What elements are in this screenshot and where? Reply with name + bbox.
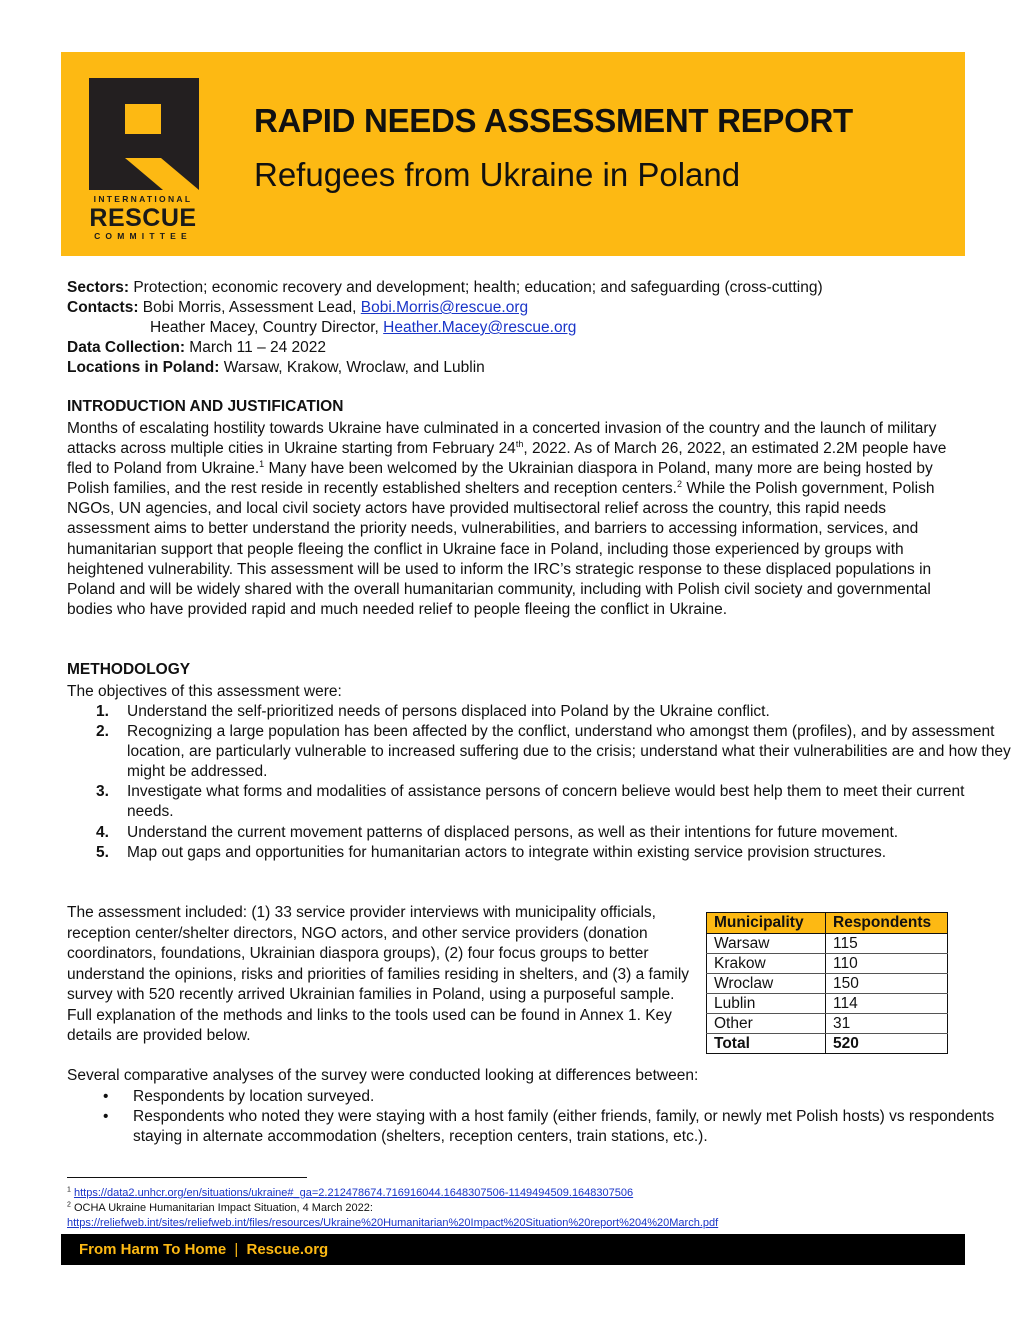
report-meta xyxy=(67,278,967,378)
footnote-1-link[interactable]: https://data2.unhcr.org/en/situations/ukraine#_ga=2.212478674.716916044.1648307506-1149494509.1648307506 xyxy=(73,1187,634,1199)
municipality-cell: Krakow xyxy=(707,954,826,974)
footnote-1 xyxy=(67,1186,947,1201)
assessment-description: The assessment included: (1) 33 service provider interviews with municipality officials, reception center/shelter directors, NGO actors, and other service providers (donation coordinators, foundations, Ukrainian diaspora groups), (2) four focus groups to better understand the opinions, risks and priorities of families residing in shelters, and (3) a family survey with 520 recently arrived Ukrainian families in Poland, using a purposeful sample. Full explanation of the methods and links to the tools used can be found in Annex 1. Key details are provided below. xyxy=(67,904,690,1044)
logo-rescue: RESCUE xyxy=(89,204,197,232)
methodology-intro: The objectives of this assessment were: xyxy=(67,683,342,700)
footnote-2-number: 2 xyxy=(67,1201,71,1209)
footnote-1-number: 1 xyxy=(67,1186,71,1194)
locations-label: Locations in Poland: xyxy=(67,359,220,376)
contact1-email-link[interactable]: Bobi.Morris@rescue.org xyxy=(360,299,529,316)
intro-text-2: , 2022. As of March 26, 2022, an estimated 2.2M people have fled to Poland from Ukraine. xyxy=(67,440,947,478)
respondents-cell: 114 xyxy=(826,994,948,1014)
locations-row xyxy=(67,358,967,378)
municipality-header: Municipality xyxy=(707,913,826,934)
data-collection-row xyxy=(67,338,967,358)
logo-committee: COMMITTEE xyxy=(94,231,192,241)
table-header-row xyxy=(707,913,948,934)
report-title: RAPID NEEDS ASSESSMENT REPORT xyxy=(254,102,853,139)
footnote-2-link[interactable]: https://reliefweb.int/sites/reliefweb.int/files/resources/Ukraine%20Humanitarian%20Impact%20Situation%20report%204%20March.pdf xyxy=(67,1217,719,1229)
comparative-intro: Several comparative analyses of the survey were conducted looking at differences between: xyxy=(67,1067,699,1084)
contact1-text: Bobi Morris, Assessment Lead, xyxy=(142,299,357,316)
table-row xyxy=(707,1014,948,1034)
footnotes xyxy=(67,1186,947,1231)
data-collection-label: Data Collection: xyxy=(67,339,185,356)
contact2-email-link[interactable]: Heather.Macey@rescue.org xyxy=(383,319,577,336)
footer-text xyxy=(79,1241,328,1258)
respondents-cell: 110 xyxy=(826,954,948,974)
footer-separator: | xyxy=(234,1241,239,1258)
sectors-value: Protection; economic recovery and development; health; education; and safeguarding (cross-cutting) xyxy=(133,279,823,296)
footnote-2-text: OCHA Ukraine Humanitarian Impact Situation, 4 March 2022: xyxy=(73,1202,373,1214)
municipality-cell: Lublin xyxy=(707,994,826,1014)
objective-item: Understand the self-prioritized needs of persons displaced into Poland by the Ukraine conflict. xyxy=(127,703,770,720)
contacts-row xyxy=(67,298,967,318)
objectives-list xyxy=(67,702,1012,863)
methodology-heading: METHODOLOGY xyxy=(67,661,191,678)
contact2-row xyxy=(67,318,967,338)
irc-r-icon xyxy=(73,58,213,193)
objective-item: Recognizing a large population has been affected by the conflict, understand who amongst them (profiles), and by assessment location, are particularly vulnerable to increased suffering due to the crisis; understand what their vulnerabilities are and how they might be addressed. xyxy=(127,723,1011,781)
respondents-table xyxy=(706,912,948,1054)
table-row xyxy=(707,974,948,994)
intro-sup-th: th xyxy=(515,438,524,449)
page-footer xyxy=(61,1234,965,1265)
report-subtitle: Refugees from Ukraine in Poland xyxy=(254,156,741,193)
locations-value: Warsaw, Krakow, Wroclaw, and Lublin xyxy=(223,359,485,376)
data-collection-value: March 11 – 24 2022 xyxy=(189,339,327,356)
sectors-row xyxy=(67,278,967,298)
intro-text-4: While the Polish government, Polish NGOs, UN agencies, and local civil society actors have provided multisectoral relief across the country, this rapid needs assessment aims to better understand the priority needs, vulnerabilities, and barriers to accessing information, services, and humanitarian support that people fleeing the conflict in Ukraine face in Poland, including those experienced by groups with heightened vulnerability. This assessment will be used to inform the IRC’s strategic response to these displaced populations in Poland and will be widely shared with the overall humanitarian community, including with Polish civil society and governmental bodies who have provided rapid and much needed relief to people fleeing the conflict in Ukraine. xyxy=(67,480,935,618)
municipality-cell: Warsaw xyxy=(707,934,826,954)
municipality-cell: Other xyxy=(707,1014,826,1034)
respondents-cell: 150 xyxy=(826,974,948,994)
intro-paragraph xyxy=(67,419,952,620)
objective-item: Understand the current movement patterns of displaced persons, as well as their intentions for future movement. xyxy=(127,823,899,841)
intro-text-1: Months of escalating hostility towards Ukraine have culminated in a concerted invasion of the country and the launch of military attacks across multiple cities in Ukraine starting from February 24 xyxy=(67,420,937,458)
footnote-2 xyxy=(67,1201,947,1216)
intro-heading: INTRODUCTION AND JUSTIFICATION xyxy=(67,398,344,415)
footer-site-link[interactable]: Rescue.org xyxy=(246,1241,329,1258)
municipality-cell: Wroclaw xyxy=(707,974,826,994)
footnote-ref-2[interactable]: 2 xyxy=(677,479,683,490)
contacts-label: Contacts: xyxy=(67,299,139,316)
comparative-item: • Respondents by location surveyed. xyxy=(133,1087,1018,1107)
comparative-item: • Respondents who noted they were staying with a host family (either friends, family, or newly met Polish hosts) vs respondents staying in alternate accommodation (shelters, reception centers, train stations, etc.). xyxy=(133,1107,1018,1147)
intro-text-3: Many have been welcomed by the Ukrainian diaspora in Poland, many more are being hosted by Polish families, and the rest reside in recently established shelters and reception centers. xyxy=(67,460,933,498)
table-row xyxy=(707,954,948,974)
total-value-cell: 520 xyxy=(826,1034,948,1054)
irc-logo xyxy=(73,58,213,248)
table-row xyxy=(707,934,948,954)
footnote-ref-1[interactable]: 1 xyxy=(259,459,265,470)
footer-tagline: From Harm To Home xyxy=(79,1241,227,1258)
objective-item: Investigate what forms and modalities of assistance persons of concern believe would best help them to meet their current needs. xyxy=(127,783,965,821)
table-total-row xyxy=(707,1034,948,1054)
contact2-text: Heather Macey, Country Director, xyxy=(150,319,379,336)
respondents-header: Respondents xyxy=(826,913,948,934)
comparatives-list xyxy=(67,1087,1018,1147)
total-label-cell: Total xyxy=(707,1034,826,1054)
table-row xyxy=(707,994,948,1014)
report-header xyxy=(61,52,965,256)
respondents-cell: 115 xyxy=(826,934,948,954)
respondents-cell: 31 xyxy=(826,1014,948,1034)
footnote-2-url-row xyxy=(67,1216,947,1231)
logo-international: INTERNATIONAL xyxy=(93,194,193,204)
sectors-label: Sectors: xyxy=(67,279,130,296)
footnote-divider xyxy=(67,1177,307,1178)
objective-item: Map out gaps and opportunities for humanitarian actors to integrate within existing service provision structures. xyxy=(127,843,887,861)
